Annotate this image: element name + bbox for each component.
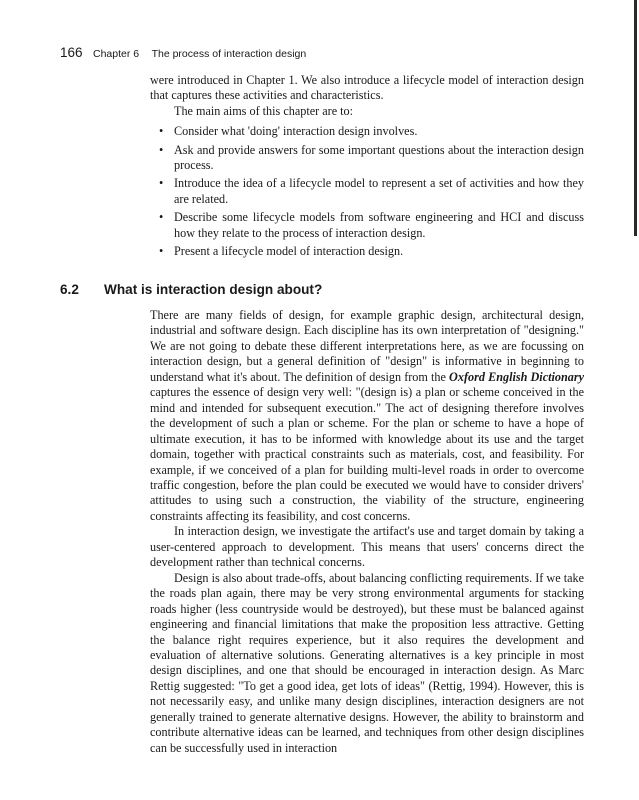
bullet-icon: • [159,142,164,157]
intro-paragraph: were introduced in Chapter 1. We also introduce a lifecycle model of interaction design that captures these activities and characteristics. [150,73,584,103]
book-title: Oxford English Dictionary [449,369,584,384]
chapter-label: Chapter 6 [92,48,140,60]
aim-text: Introduce the idea of a lifecycle model to represent a set of activities and how they are related. [174,176,584,206]
section-title: What is interaction design about? [104,282,323,297]
aims-list-item [150,176,584,207]
section-heading [60,282,322,297]
bullet-icon: • [159,210,164,225]
aims-list-item [150,124,584,139]
chapter-title: The process of interaction design [151,48,307,60]
body-text: There are many fields of design, for example graphic design, architectural design, industrial and software design. Each discipline has its own interpretation of "designing." We are not going to debate these different interpretations here, as we are focussing on interaction design, but a general definition of "design" is informative in beginning to understand what it's about. The definition of design from the [150,308,584,384]
aims-list-item [150,244,584,259]
aims-list [150,124,584,259]
aims-list-item [150,210,584,241]
chapter-intro [150,73,584,262]
aims-lead: The main aims of this chapter are to: [174,103,354,118]
bullet-icon: • [159,176,164,191]
body-paragraph-2: In interaction design, we investigate the artifact's use and target domain by taking a user-centered approach to development. This means that users' concerns direct the development rather than technical concerns. [150,524,584,570]
page-edge-rule [634,0,637,236]
running-head [60,44,306,62]
body-paragraph-3: Design is also about trade-offs, about balancing conflicting requirements. If we take the roads plan again, there may be very strong environmental arguments for stacking roads higher (less countryside would be destroyed), but these must be balanced against engineering and financial limitations that make the proposition less attractive. Getting the balance right requires experience, but it also requires the development and evaluation of alternative solutions. Generating alternatives is a key principle in most design disciplines, and one that should be encouraged in interaction design. As Marc Rettig suggested: "To get a good idea, get lots of ideas" (Rettig, 1994). However, this is not necessarily easy, and unlike many design disciplines, interaction designers are not generally trained to generate alternative designs. However, the ability to brainstorm and contribute alternative ideas can be learned, and techniques from other design disciplines can be successfully used in interaction [150,570,584,755]
aims-list-item [150,143,584,174]
bullet-icon: • [159,244,164,259]
aim-text: Describe some lifecycle models from software engineering and HCI and discuss how they relate to the process of interaction design. [174,210,584,240]
aim-text: Ask and provide answers for some important questions about the interaction design process. [174,142,584,173]
aim-text: Present a lifecycle model of interaction design. [174,244,404,259]
page-number: 166 [60,45,83,60]
body-paragraph-1 [150,308,584,524]
body-text: captures the essence of design very well: "(design is) a plan or scheme conceived in the mind and intended for subsequent execution." The act of designing therefore involves the development of such a plan or scheme. For the plan or scheme to have a hope of ultimate execution, it has to be informed with knowledge about its use and the target domain, together with practical constraints such as materials, cost, and feasibility. For example, if we conceived of a plan for building multi-level roads in order to overcome traffic congestion, before the plan could be executed we would have to consider drivers' attitudes to using such a construction, the viability of the structure, engineering constraints affecting its feasibility, and cost concerns. [150,385,584,523]
section-body [150,308,584,756]
aim-text: Consider what 'doing' interaction design involves. [174,124,418,139]
section-number: 6.2 [60,282,79,297]
bullet-icon: • [159,124,164,139]
